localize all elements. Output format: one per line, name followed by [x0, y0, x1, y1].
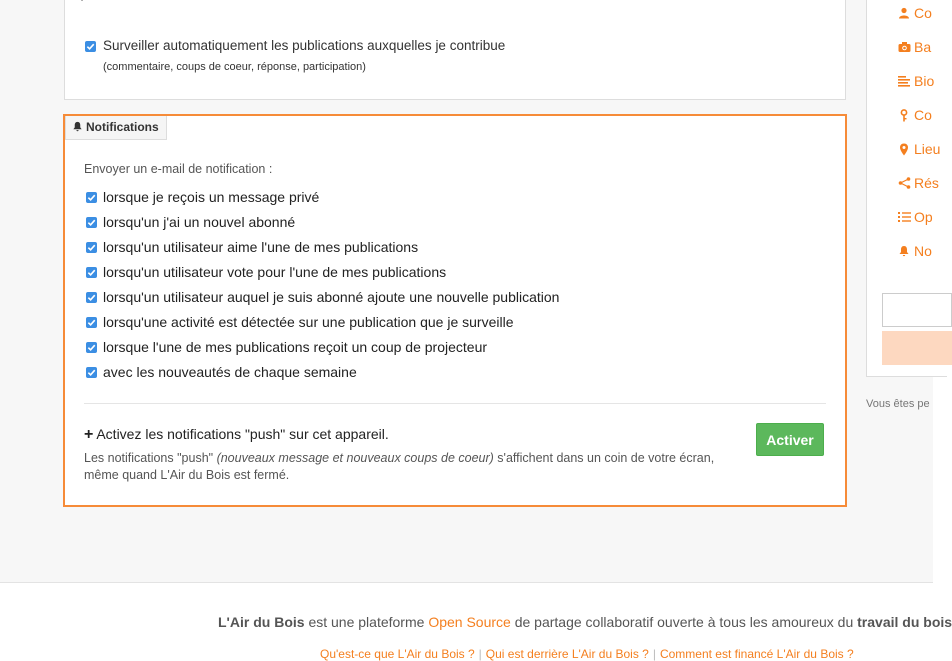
share-icon	[897, 176, 911, 190]
push-title-text: Activez les notifications "push" sur cet appareil.	[96, 426, 389, 442]
notification-intro: Envoyer un e-mail de notification :	[84, 162, 273, 176]
sidebar-item-notifications[interactable]	[897, 243, 932, 259]
bell-icon	[897, 244, 911, 258]
footer-bold: travail du bois	[857, 614, 952, 630]
sidebar-label: No	[914, 243, 932, 259]
notification-label: lorsqu'une activité est détectée sur une publication que je surveille	[103, 314, 514, 330]
plus-icon: +	[84, 426, 94, 443]
push-desc-part-1: Les notifications "push"	[84, 451, 217, 465]
sidebar-label: Op	[914, 209, 933, 225]
watch-label: Surveiller automatiquement les publications auxquelles je contribue	[103, 38, 506, 53]
settings-sidebar	[866, 0, 947, 284]
divider	[84, 403, 826, 404]
text-lines-icon	[897, 74, 911, 88]
notifications-panel	[63, 114, 847, 507]
footer-divider	[0, 582, 933, 583]
sidebar-label: Rés	[914, 175, 939, 191]
notifications-tab	[65, 116, 167, 140]
push-description	[84, 450, 734, 484]
map-marker-icon	[897, 142, 911, 156]
notification-label: lorsqu'un utilisateur aime l'une de mes publications	[103, 239, 419, 255]
sidebar-item-banner[interactable]	[897, 39, 931, 55]
sidebar-item-social[interactable]	[897, 175, 939, 191]
sidebar-label: Co	[914, 5, 932, 21]
sidebar-item-options[interactable]	[897, 209, 933, 225]
footer-link-what[interactable]: Qu'est-ce que L'Air du Bois ?	[320, 647, 475, 661]
footer-tagline	[218, 614, 952, 630]
notification-checkbox[interactable]	[86, 367, 97, 378]
sidebar-box	[866, 283, 947, 377]
notification-label: lorsque l'une de mes publications reçoit un coup de projecteur	[103, 339, 488, 355]
camera-icon	[897, 40, 911, 54]
bell-icon	[72, 121, 83, 135]
sidebar-button[interactable]	[882, 331, 952, 365]
push-title	[84, 426, 389, 444]
footer-link-funding[interactable]: Comment est financé L'Air du Bois ?	[659, 647, 854, 661]
sidebar-label: Co	[914, 107, 932, 123]
notification-checkbox[interactable]	[86, 192, 97, 203]
notification-checkbox[interactable]	[86, 317, 97, 328]
notification-checkbox[interactable]	[86, 217, 97, 228]
notifications-tab-label: Notifications	[86, 120, 159, 134]
watch-sublabel: (commentaire, coups de coeur, réponse, participation)	[103, 61, 366, 73]
notification-checkbox[interactable]	[86, 267, 97, 278]
notification-checkbox[interactable]	[86, 292, 97, 303]
sidebar-input[interactable]	[882, 293, 952, 327]
watch-checkbox[interactable]	[85, 41, 96, 52]
footer-links	[320, 647, 854, 661]
sidebar-label: Bio	[914, 73, 935, 89]
separator: |	[652, 647, 656, 661]
notification-label: lorsque je reçois un message privé	[103, 189, 320, 205]
push-desc-italic: (nouveaux message et nouveaux coups de coeur)	[216, 451, 494, 465]
sidebar-label: Lieu	[914, 141, 941, 157]
footer-text: de partage collaboratif ouverte à tous les amoureux du	[510, 614, 858, 630]
notification-checkbox[interactable]	[86, 242, 97, 253]
footer-brand: L'Air du Bois	[218, 614, 305, 630]
notification-label: lorsqu'un j'ai un nouvel abonné	[103, 214, 296, 230]
footer-link-who[interactable]: Qui est derrière L'Air du Bois ?	[485, 647, 649, 661]
notification-checkbox[interactable]	[86, 342, 97, 353]
sidebar-footer-text: Vous êtes pe	[866, 398, 930, 410]
options-panel	[64, 0, 846, 100]
sidebar-item-password[interactable]	[897, 107, 932, 123]
footer-text: est une plateforme	[304, 614, 429, 630]
notification-label: lorsqu'un utilisateur auquel je suis abonné ajoute une nouvelle publication	[103, 289, 560, 305]
sidebar-item-contact[interactable]	[897, 5, 932, 21]
activate-push-button[interactable]: Activer	[756, 423, 824, 456]
separator: |	[478, 647, 482, 661]
notification-label: lorsqu'un utilisateur vote pour l'une de mes publications	[103, 264, 447, 280]
user-icon	[897, 6, 911, 20]
key-icon	[897, 108, 911, 122]
open-source-link[interactable]: Open Source	[428, 614, 511, 630]
sidebar-label: Ba	[914, 39, 932, 55]
list-icon	[897, 210, 911, 224]
sidebar-item-location[interactable]	[897, 141, 940, 157]
notification-label: avec les nouveautés de chaque semaine	[103, 364, 357, 380]
push-desc-part-2: s'affichent dans un coin de votre écran, même quand L'Air du Bois est fermé.	[84, 451, 715, 482]
sidebar-item-bio[interactable]	[897, 73, 934, 89]
